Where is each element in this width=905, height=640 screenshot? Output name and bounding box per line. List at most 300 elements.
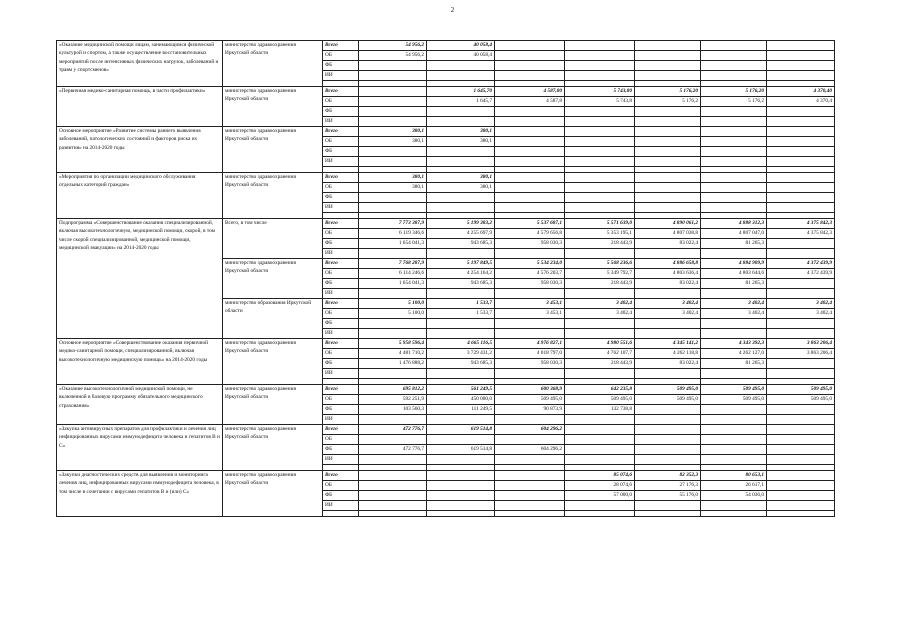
amount-cell: 5 568 236,6: [565, 259, 635, 269]
amount-cell: [635, 147, 701, 157]
amount-cell: 380,1: [427, 173, 495, 183]
amount-cell: [767, 471, 835, 481]
amount-cell: [495, 193, 565, 203]
amount-cell: 54 036,0: [701, 491, 767, 501]
funding-source: Всего: [323, 471, 359, 481]
amount-cell: 5 534 234,0: [495, 259, 565, 269]
empty-cell: [427, 511, 495, 517]
amount-cell: [427, 61, 495, 71]
amount-cell: [359, 157, 427, 167]
executor-cell: министерство здравоохранения Иркутской области: [223, 259, 323, 299]
amount-cell: 509 495,0: [701, 385, 767, 395]
amount-cell: [427, 193, 495, 203]
amount-cell: [701, 319, 767, 329]
amount-cell: 509 495,0: [565, 395, 635, 405]
executor-cell: министерство здравоохранения Иркутской области: [223, 87, 323, 127]
amount-cell: 7 768 287,9: [359, 259, 427, 269]
amount-cell: [565, 173, 635, 183]
amount-cell: [565, 319, 635, 329]
amount-cell: [701, 193, 767, 203]
amount-cell: 5 353 195,1: [565, 229, 635, 239]
amount-cell: 54 956,2: [359, 41, 427, 51]
amount-cell: 592 251,9: [359, 395, 427, 405]
amount-cell: [359, 61, 427, 71]
amount-cell: [359, 203, 427, 213]
amount-cell: [635, 117, 701, 127]
amount-cell: [495, 471, 565, 481]
amount-cell: 5 100,0: [359, 299, 427, 309]
amount-cell: [767, 107, 835, 117]
amount-cell: 5 199 383,2: [427, 219, 495, 229]
funding-source: ОБ: [323, 481, 359, 491]
empty-cell: [359, 511, 427, 517]
amount-cell: [767, 405, 835, 415]
budget-table: [56, 40, 835, 517]
amount-cell: 4 803 644,6: [701, 269, 767, 279]
amount-cell: 4 345 141,2: [635, 339, 701, 349]
funding-source: Всего: [323, 299, 359, 309]
funding-source: ИИ: [323, 289, 359, 299]
amount-cell: 111 249,5: [427, 405, 495, 415]
amount-cell: [635, 61, 701, 71]
amount-cell: [767, 445, 835, 455]
table-row: [57, 219, 835, 229]
amount-cell: 4 980 551,6: [565, 339, 635, 349]
amount-cell: [767, 329, 835, 339]
amount-cell: [767, 137, 835, 147]
amount-cell: 54 956,2: [359, 51, 427, 61]
amount-cell: 83 022,4: [635, 239, 701, 249]
amount-cell: [427, 481, 495, 491]
empty-cell: [767, 511, 835, 517]
amount-cell: 450 000,0: [427, 395, 495, 405]
amount-cell: [767, 239, 835, 249]
amount-cell: [767, 147, 835, 157]
amount-cell: [427, 471, 495, 481]
funding-source: ОБ: [323, 229, 359, 239]
amount-cell: 1 533,7: [427, 299, 495, 309]
funding-source: ИИ: [323, 117, 359, 127]
funding-source: ОБ: [323, 309, 359, 319]
amount-cell: 509 495,0: [767, 395, 835, 405]
funding-source: ОБ: [323, 97, 359, 107]
funding-source: Всего: [323, 339, 359, 349]
amount-cell: 380,1: [359, 173, 427, 183]
amount-cell: 3 402,4: [701, 299, 767, 309]
amount-cell: [495, 203, 565, 213]
amount-cell: [565, 117, 635, 127]
amount-cell: 619 514,8: [427, 445, 495, 455]
amount-cell: [427, 157, 495, 167]
amount-cell: [767, 455, 835, 465]
amount-cell: [495, 369, 565, 379]
amount-cell: [359, 71, 427, 81]
amount-cell: 5 176,2: [635, 97, 701, 107]
amount-cell: [635, 501, 701, 511]
amount-cell: 218 443,9: [565, 279, 635, 289]
amount-cell: [565, 147, 635, 157]
amount-cell: [427, 491, 495, 501]
amount-cell: [635, 137, 701, 147]
amount-cell: [359, 471, 427, 481]
amount-cell: [427, 329, 495, 339]
amount-cell: [359, 435, 427, 445]
amount-cell: 6 119 346,6: [359, 229, 427, 239]
amount-cell: [701, 445, 767, 455]
amount-cell: [565, 445, 635, 455]
amount-cell: [495, 137, 565, 147]
amount-cell: [767, 425, 835, 435]
amount-cell: [427, 117, 495, 127]
amount-cell: [565, 455, 635, 465]
amount-cell: 3 453,1: [495, 309, 565, 319]
amount-cell: [359, 481, 427, 491]
funding-source: ОБ: [323, 183, 359, 193]
amount-cell: [635, 127, 701, 137]
amount-cell: 5 176,20: [635, 87, 701, 97]
amount-cell: 4 807 038,8: [635, 229, 701, 239]
amount-cell: [635, 157, 701, 167]
amount-cell: 4 481 710,2: [359, 349, 427, 359]
funding-source: ФБ: [323, 405, 359, 415]
amount-cell: [495, 61, 565, 71]
amount-cell: 4 579 656,8: [495, 229, 565, 239]
amount-cell: [767, 359, 835, 369]
amount-cell: 7 773 387,9: [359, 219, 427, 229]
amount-cell: 3 402,4: [701, 309, 767, 319]
amount-cell: [701, 289, 767, 299]
table-row: [57, 87, 835, 97]
amount-cell: [635, 193, 701, 203]
executor-cell: министерство здравоохранения Иркутской области: [223, 173, 323, 219]
table-row: [57, 127, 835, 137]
amount-cell: [701, 183, 767, 193]
amount-cell: 55 176,0: [635, 491, 701, 501]
amount-cell: [495, 71, 565, 81]
page-number: 2: [450, 6, 455, 14]
amount-cell: 4 762 107,7: [565, 349, 635, 359]
amount-cell: [427, 455, 495, 465]
amount-cell: 509 495,0: [635, 395, 701, 405]
amount-cell: [427, 203, 495, 213]
amount-cell: 4 888 312,3: [701, 219, 767, 229]
empty-cell: [495, 511, 565, 517]
funding-source: ОБ: [323, 395, 359, 405]
funding-source: Всего: [323, 41, 359, 51]
funding-source: ИИ: [323, 71, 359, 81]
amount-cell: 3 453,1: [495, 299, 565, 309]
amount-cell: [495, 127, 565, 137]
amount-cell: 132 738,8: [565, 405, 635, 415]
amount-cell: 103 560,3: [359, 405, 427, 415]
amount-cell: 4 976 827,1: [495, 339, 565, 349]
amount-cell: [635, 455, 701, 465]
amount-cell: [767, 61, 835, 71]
funding-source: Всего: [323, 219, 359, 229]
amount-cell: 4 576 203,7: [495, 269, 565, 279]
amount-cell: 81 265,3: [701, 239, 767, 249]
amount-cell: [701, 137, 767, 147]
amount-cell: 472 776,7: [359, 425, 427, 435]
amount-cell: [635, 289, 701, 299]
amount-cell: [565, 107, 635, 117]
amount-cell: [701, 107, 767, 117]
amount-cell: [635, 319, 701, 329]
amount-cell: [767, 415, 835, 425]
amount-cell: [767, 71, 835, 81]
empty-cell: [635, 511, 701, 517]
amount-cell: 81 265,3: [701, 279, 767, 289]
amount-cell: 6 114 246,6: [359, 269, 427, 279]
amount-cell: 27 176,3: [635, 481, 701, 491]
amount-cell: [565, 51, 635, 61]
amount-cell: 3 402,4: [565, 309, 635, 319]
amount-cell: [495, 173, 565, 183]
amount-cell: 380,1: [427, 137, 495, 147]
amount-cell: 509 495,0: [767, 385, 835, 395]
amount-cell: [495, 501, 565, 511]
amount-cell: [427, 435, 495, 445]
amount-cell: [767, 157, 835, 167]
amount-cell: [427, 71, 495, 81]
amount-cell: 4 254 164,2: [427, 269, 495, 279]
amount-cell: [767, 319, 835, 329]
executor-cell: министерство здравоохранения Иркутской области: [223, 339, 323, 385]
amount-cell: 3 402,4: [635, 309, 701, 319]
amount-cell: [359, 319, 427, 329]
amount-cell: 5 743,8: [565, 97, 635, 107]
amount-cell: 82 352,3: [635, 471, 701, 481]
amount-cell: 90 873,9: [495, 405, 565, 415]
amount-cell: [701, 61, 767, 71]
amount-cell: [565, 157, 635, 167]
amount-cell: [427, 501, 495, 511]
amount-cell: 5 197 849,5: [427, 259, 495, 269]
amount-cell: [359, 491, 427, 501]
amount-cell: [701, 329, 767, 339]
amount-cell: 509 495,0: [701, 395, 767, 405]
amount-cell: 5 958 596,4: [359, 339, 427, 349]
amount-cell: [565, 369, 635, 379]
amount-cell: [427, 369, 495, 379]
funding-source: Всего: [323, 259, 359, 269]
funding-source: ИИ: [323, 369, 359, 379]
amount-cell: 472 776,7: [359, 445, 427, 455]
amount-cell: [767, 193, 835, 203]
amount-cell: [427, 147, 495, 157]
amount-cell: 4 587,80: [495, 87, 565, 97]
table-row: [57, 339, 835, 349]
amount-cell: [635, 173, 701, 183]
amount-cell: [635, 435, 701, 445]
empty-cell: [565, 511, 635, 517]
amount-cell: [767, 481, 835, 491]
amount-cell: [359, 87, 427, 97]
amount-cell: 380,1: [427, 183, 495, 193]
funding-source: ФБ: [323, 239, 359, 249]
amount-cell: 40 058,4: [427, 51, 495, 61]
amount-cell: 4 262 118,8: [635, 349, 701, 359]
amount-cell: 3 402,4: [767, 309, 835, 319]
amount-cell: [767, 369, 835, 379]
amount-cell: 5 176,20: [701, 87, 767, 97]
amount-cell: 642 235,8: [565, 385, 635, 395]
amount-cell: 218 443,9: [565, 359, 635, 369]
executor-cell: министерство образования Иркутской области: [223, 299, 323, 339]
amount-cell: [565, 501, 635, 511]
funding-source: ФБ: [323, 107, 359, 117]
table-row: [57, 173, 835, 183]
amount-cell: [495, 41, 565, 51]
amount-cell: 4 803 636,4: [635, 269, 701, 279]
amount-cell: 1 476 888,2: [359, 359, 427, 369]
amount-cell: [565, 435, 635, 445]
amount-cell: 81 265,3: [701, 359, 767, 369]
amount-cell: 380,1: [359, 137, 427, 147]
amount-cell: [635, 329, 701, 339]
amount-cell: 28 074,6: [565, 481, 635, 491]
amount-cell: 5 571 639,0: [565, 219, 635, 229]
amount-cell: [701, 369, 767, 379]
amount-cell: 5 537 687,1: [495, 219, 565, 229]
amount-cell: [635, 405, 701, 415]
amount-cell: [701, 117, 767, 127]
amount-cell: 3 402,4: [565, 299, 635, 309]
funding-source: ФБ: [323, 147, 359, 157]
amount-cell: 218 443,9: [565, 239, 635, 249]
amount-cell: 4 372 439,9: [767, 269, 835, 279]
amount-cell: 1 654 041,3: [359, 279, 427, 289]
amount-cell: 4 587,8: [495, 97, 565, 107]
funding-source: ИИ: [323, 501, 359, 511]
amount-cell: [565, 127, 635, 137]
amount-cell: [495, 117, 565, 127]
activity-name: «Мероприятия по организации медицинского обслуживания отдельных категорий граждан»: [57, 173, 223, 219]
amount-cell: [635, 71, 701, 81]
amount-cell: [635, 203, 701, 213]
amount-cell: [359, 455, 427, 465]
amount-cell: [495, 329, 565, 339]
amount-cell: 380,1: [359, 183, 427, 193]
amount-cell: 5 100,0: [359, 309, 427, 319]
activity-name: «Закупка антивирусных препаратов для профилактики и лечения лиц инфицированных вирусами иммунодефицита человека и гепатитов В и С»: [57, 425, 223, 471]
amount-cell: [495, 183, 565, 193]
amount-cell: [635, 425, 701, 435]
amount-cell: [701, 41, 767, 51]
executor-cell: Всего, в том числе: [223, 219, 323, 259]
amount-cell: [359, 249, 427, 259]
funding-source: Всего: [323, 87, 359, 97]
amount-cell: [495, 491, 565, 501]
amount-cell: [635, 183, 701, 193]
activity-name: Основное мероприятие «Развитие системы раннего выявления заболеваний, патологических состояний и факторов риска их развития» на 2014-2020 годы: [57, 127, 223, 173]
funding-source: Всего: [323, 127, 359, 137]
amount-cell: [701, 203, 767, 213]
amount-cell: [495, 249, 565, 259]
amount-cell: 958 030,3: [495, 239, 565, 249]
amount-cell: [701, 455, 767, 465]
amount-cell: 5 743,80: [565, 87, 635, 97]
funding-source: ОБ: [323, 349, 359, 359]
amount-cell: [767, 41, 835, 51]
executor-cell: министерство здравоохранения Иркутской области: [223, 471, 323, 517]
amount-cell: 380,1: [359, 127, 427, 137]
amount-cell: 3 863 206,4: [767, 339, 835, 349]
amount-cell: [701, 425, 767, 435]
amount-cell: 3 402,4: [635, 299, 701, 309]
amount-cell: [495, 51, 565, 61]
activity-name: «Оказание медицинской помощи лицам, занимающимся физической культурой и спортом, а также осуществление восстановительных мероприятий после интенсивных физических нагрузок, заболеваний и травм у спортсменов»: [57, 41, 223, 87]
amount-cell: 4 807 047,0: [701, 229, 767, 239]
amount-cell: [767, 183, 835, 193]
amount-cell: [767, 127, 835, 137]
amount-cell: 26 617,1: [701, 481, 767, 491]
amount-cell: [427, 415, 495, 425]
amount-cell: [635, 445, 701, 455]
funding-source: ИИ: [323, 157, 359, 167]
amount-cell: [565, 71, 635, 81]
amount-cell: 83 022,4: [635, 279, 701, 289]
activity-name: «Первичная медико-санитарная помощь, в части профилактики»: [57, 87, 223, 127]
amount-cell: [701, 173, 767, 183]
amount-cell: 4 372 439,9: [767, 259, 835, 269]
amount-cell: 561 249,5: [427, 385, 495, 395]
funding-source: ОБ: [323, 51, 359, 61]
amount-cell: [565, 425, 635, 435]
amount-cell: 943 685,3: [427, 239, 495, 249]
funding-source: ФБ: [323, 359, 359, 369]
funding-source: ФБ: [323, 61, 359, 71]
amount-cell: [427, 107, 495, 117]
amount-cell: 4 343 392,3: [701, 339, 767, 349]
amount-cell: [359, 117, 427, 127]
funding-source: ФБ: [323, 445, 359, 455]
amount-cell: 40 058,4: [427, 41, 495, 51]
amount-cell: [701, 501, 767, 511]
amount-cell: [495, 455, 565, 465]
amount-cell: [565, 61, 635, 71]
table-row: [57, 385, 835, 395]
amount-cell: 1 654 041,3: [359, 239, 427, 249]
empty-cell: [323, 511, 359, 517]
funding-source: ИИ: [323, 249, 359, 259]
amount-cell: [767, 501, 835, 511]
amount-cell: [767, 249, 835, 259]
amount-cell: [565, 41, 635, 51]
funding-source: ОБ: [323, 435, 359, 445]
funding-source: ИИ: [323, 329, 359, 339]
amount-cell: 4 370,4: [767, 97, 835, 107]
amount-cell: [701, 249, 767, 259]
amount-cell: 958 030,3: [495, 359, 565, 369]
funding-source: ОБ: [323, 269, 359, 279]
amount-cell: 4 018 797,0: [495, 349, 565, 359]
amount-cell: 4 262 127,0: [701, 349, 767, 359]
amount-cell: [359, 107, 427, 117]
table-row: [57, 425, 835, 435]
amount-cell: [701, 51, 767, 61]
amount-cell: [495, 435, 565, 445]
funding-source: ИИ: [323, 415, 359, 425]
amount-cell: [635, 415, 701, 425]
executor-cell: министерство здравоохранения Иркутской области: [223, 41, 323, 87]
amount-cell: 5 176,2: [701, 97, 767, 107]
amount-cell: [359, 501, 427, 511]
table-row: [57, 471, 835, 481]
amount-cell: [495, 289, 565, 299]
amount-cell: [767, 117, 835, 127]
amount-cell: [565, 329, 635, 339]
